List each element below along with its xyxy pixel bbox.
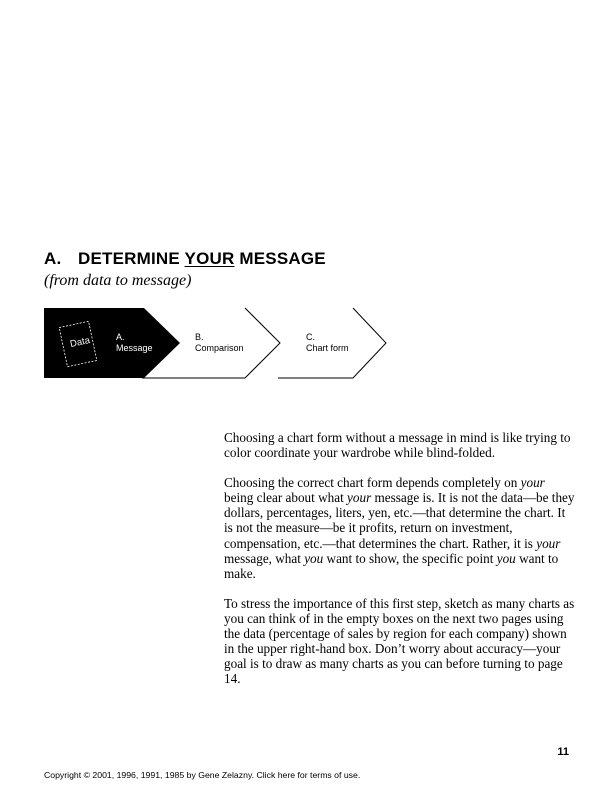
p2-emphasis-your-2: your — [347, 490, 372, 506]
step-b-letter: B. — [195, 332, 204, 342]
step-a-chevron — [44, 308, 180, 378]
p2-emphasis-you-2: you — [496, 550, 516, 566]
p2-emphasis-your-1: your — [520, 475, 545, 491]
page-number: 11 — [557, 746, 569, 758]
heading-word-your: YOUR — [184, 249, 235, 268]
step-b-label — [195, 332, 244, 354]
heading-word-determine: DETERMINE — [78, 249, 180, 268]
copyright-notice[interactable]: Copyright © 2001, 1996, 1991, 1985 by Gene Zelazny. Click here for terms of use. — [44, 770, 361, 780]
step-c-text: Chart form — [306, 343, 349, 353]
section-heading — [44, 249, 326, 269]
step-a-text: Message — [116, 343, 153, 353]
step-c-label — [306, 332, 349, 354]
p2-text-3: message is. It is not the data—be they dollars, percentages, liters, yen, etc.—that determine the chart. It is not the measure—be it profits, return on investment, compensation, etc.—that determines the chart. Rather, it is — [224, 490, 575, 551]
p2-text-4: message, what — [224, 550, 301, 566]
body-text — [224, 430, 576, 701]
paragraph-1: Choosing a chart form without a message in mind is like trying to color coordinate your wardrobe while blind-folded. — [224, 430, 571, 461]
section-subtitle: (from data to message) — [44, 272, 192, 289]
data-box-label: Data — [69, 335, 92, 350]
step-a-label — [116, 332, 153, 354]
process-flow-diagram — [44, 308, 390, 378]
p2-emphasis-you-1: you — [304, 550, 324, 566]
step-c-letter: C. — [306, 332, 315, 342]
section-letter: A. — [44, 249, 62, 268]
heading-word-message: MESSAGE — [239, 249, 326, 268]
p2-emphasis-your-3: your — [536, 535, 561, 551]
p2-text-5: want to show, the specific point — [326, 550, 494, 566]
step-a-letter: A. — [116, 332, 125, 342]
p2-text-2: being clear about what — [224, 490, 344, 506]
p2-text-6: want to make. — [224, 550, 559, 581]
p2-text-1: Choosing the correct chart form depends completely on — [224, 475, 518, 491]
paragraph-3: To stress the importance of this first step, sketch as many charts as you can think of in the empty boxes on the next two pages using the data (percentage of sales by region for each company) shown in the upper right-hand box. Don’t worry about accuracy—your goal is to draw as many charts as you can before turning to page 14. — [224, 595, 575, 687]
step-b-text: Comparison — [195, 343, 244, 353]
paragraph-2 — [224, 475, 576, 581]
